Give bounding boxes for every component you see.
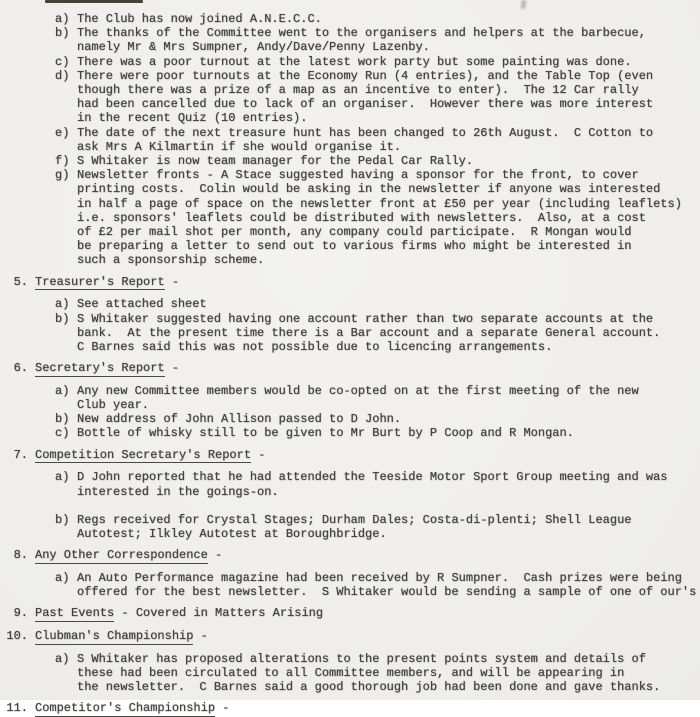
item-letter: b): [55, 412, 70, 427]
section-heading-suffix: -: [215, 701, 230, 716]
text-line: There were poor turnouts at the Economy Run (4 entries), and the Table Top (even: [77, 68, 654, 83]
text-line: S Whitaker has proposed alterations to the present points system and details of: [77, 651, 646, 666]
section-clubmans-championship: [0, 629, 700, 694]
section-number: 11.: [6, 701, 28, 716]
item-letter: c): [55, 426, 70, 441]
text-line: There was a poor turnout at the latest work party but some painting was done.: [77, 54, 632, 69]
item-letter: a): [55, 12, 70, 26]
item-text: [77, 55, 700, 69]
list-item: [55, 12, 700, 26]
section-heading-suffix: -: [164, 361, 180, 376]
section-number: 5.: [13, 274, 28, 289]
item-letter: b): [55, 311, 70, 326]
section-number: 8.: [13, 548, 28, 563]
section-heading: [35, 548, 222, 564]
item-letter: b): [55, 26, 70, 41]
item-text: [77, 571, 700, 599]
list-item: [55, 470, 700, 498]
list-item: [55, 652, 700, 695]
section-heading-title: Competition Secretary's Report: [35, 447, 252, 462]
text-line: ask Mrs A Kilmartin if she would organise it.: [77, 139, 402, 154]
list-item: [55, 513, 700, 541]
section-items: [0, 12, 700, 268]
section-heading-suffix: -: [251, 447, 266, 462]
section-heading-title: Clubman's Championship: [35, 629, 194, 644]
item-letter: g): [55, 168, 70, 183]
section-heading-suffix: -: [164, 274, 180, 289]
item-text: [77, 652, 700, 695]
list-item: [55, 426, 700, 440]
list-item: [55, 412, 700, 426]
item-letter: a): [55, 297, 70, 312]
section-items: [0, 652, 700, 695]
text-line: though there was a prize of a map as an incentive to enter). The 12 Car rally: [77, 83, 639, 98]
section-heading-row: [0, 448, 700, 464]
section-heading-row: [0, 275, 700, 291]
section-items: [0, 571, 700, 599]
text-line: Club year.: [77, 398, 150, 413]
section-heading-suffix: - Covered in Matters Arising: [114, 606, 324, 621]
section-heading: [35, 275, 179, 291]
item-text: [77, 312, 700, 355]
text-line: S Whitaker suggested having one account rather than two separate accounts at the: [77, 311, 654, 326]
section-heading: [35, 701, 229, 717]
section-items: [0, 470, 700, 541]
section-heading-row: [0, 361, 700, 377]
list-item: [55, 384, 700, 412]
list-item: [55, 26, 700, 54]
text-line: in the recent Quiz (10 entries).: [77, 111, 308, 126]
text-line: interested in the goings-on.: [77, 484, 279, 499]
section-heading: [35, 629, 208, 645]
list-item: [55, 69, 700, 126]
text-line: be preparing a letter to send out to various firms who might be interested in: [77, 239, 632, 254]
text-line: offered for the best newsletter. S Whitaker would be sending a sample of one of our's: [77, 585, 697, 600]
text-line: such a sponsorship scheme.: [77, 253, 265, 268]
text-line: An Auto Performance magazine had been received by R Sumpner. Cash prizes were being: [77, 570, 682, 585]
section-heading-title: Competitor's Championship: [35, 701, 216, 716]
item-letter: b): [55, 512, 70, 527]
item-text: [77, 426, 700, 440]
section-number: 6.: [13, 361, 28, 376]
item-text: [77, 470, 700, 498]
section-past-events: [0, 606, 700, 622]
item-text: [77, 513, 700, 541]
section-heading: [35, 606, 323, 622]
list-item: [55, 168, 700, 267]
item-letter: d): [55, 68, 70, 83]
section-matters-arising-continued: [0, 12, 700, 268]
section-secretarys-report: [0, 361, 700, 441]
section-number: 7.: [13, 447, 28, 462]
item-text: [77, 168, 700, 267]
text-line: S Whitaker is now team manager for the Pedal Car Rally.: [77, 154, 474, 169]
section-heading-row: [0, 629, 700, 645]
text-line: had been cancelled due to lack of an organiser. However there was more interest: [77, 97, 654, 112]
section-heading: [35, 448, 265, 464]
list-item: [55, 126, 700, 154]
text-line: The thanks of the Committee went to the organisers and helpers at the barbecue,: [77, 26, 646, 41]
item-letter: a): [55, 651, 70, 666]
list-item: [55, 55, 700, 69]
section-any-other-correspondence: [0, 548, 700, 599]
item-letter: f): [55, 154, 70, 169]
item-text: [77, 154, 700, 168]
text-line: i.e. sponsors' leaflets could be distributed with newsletters. Also, at a cost: [77, 210, 646, 225]
list-item: [55, 154, 700, 168]
section-heading-title: Treasurer's Report: [35, 274, 165, 289]
text-line: Regs received for Crystal Stages; Durham Dales; Costa-di-plenti; Shell League: [77, 512, 632, 527]
list-item: [55, 571, 700, 599]
text-line: printing costs. Colin would be asking in the newsletter if anyone was interested: [77, 182, 661, 197]
text-line: The date of the next treasure hunt has been changed to 26th August. C Cotton to: [77, 125, 654, 140]
list-item: [55, 297, 700, 311]
item-text: [77, 297, 700, 311]
section-heading-title: Past Events: [35, 606, 115, 621]
item-letter: a): [55, 383, 70, 398]
item-letter: c): [55, 54, 70, 69]
item-text: [77, 126, 700, 154]
section-treasurers-report: [0, 275, 700, 355]
item-text: [77, 69, 700, 126]
item-letter: a): [55, 570, 70, 585]
text-line: namely Mr & Mrs Sumpner, Andy/Dave/Penny Lazenby.: [77, 40, 430, 55]
text-line: of £2 per mail shot per month, any company could participate. R Mongan would: [77, 225, 632, 240]
section-number: 10.: [6, 629, 28, 644]
text-line: the newsletter. C Barnes said a good thorough job had been done and gave thanks.: [77, 680, 661, 695]
section-heading-suffix: -: [207, 548, 223, 563]
section-heading-suffix: -: [193, 629, 208, 644]
section-heading-row: [0, 548, 700, 564]
section-competition-secretarys-report: [0, 448, 700, 542]
section-competitors-championship: [0, 701, 700, 717]
section-heading-title: Secretary's Report: [35, 361, 165, 376]
text-line: in half a page of space on the newsletter front at £50 per year (including leaflets): [77, 196, 682, 211]
text-line: D John reported that he had attended the Teeside Motor Sport Group meeting and was: [77, 470, 668, 485]
text-line: bank. At the present time there is a Bar account and a separate General account.: [77, 325, 661, 340]
item-text: [77, 12, 700, 26]
section-items: [0, 384, 700, 441]
item-letter: e): [55, 125, 70, 140]
section-heading-row: [0, 701, 700, 717]
section-heading-title: Any Other Correspondence: [35, 548, 208, 563]
text-line: The Club has now joined A.N.E.C.C.: [77, 12, 322, 26]
cutoff-heading-underline: [45, 0, 143, 3]
item-text: [77, 26, 700, 54]
section-heading: [35, 361, 179, 377]
minutes-document: [0, 5, 700, 717]
section-heading-row: [0, 606, 700, 622]
list-item: [55, 312, 700, 355]
section-number: 9.: [13, 606, 28, 621]
text-line: See attached sheet: [77, 297, 207, 312]
item-letter: a): [55, 470, 70, 485]
text-line: New address of John Allison passed to D John.: [77, 412, 402, 427]
text-line: Bottle of whisky still to be given to Mr Burt by P Coop and R Mongan.: [77, 426, 574, 441]
text-line: Autotest; Ilkley Autotest at Boroughbridge.: [77, 527, 387, 541]
text-line: C Barnes said this was not possible due to licencing arrangements.: [77, 339, 553, 354]
text-line: Newsletter fronts - A Stace suggested having a sponsor for the front, to cover: [77, 168, 639, 183]
text-line: these had been circulated to all Committee members, and will be appearing in: [77, 665, 625, 680]
item-text: [77, 384, 700, 412]
item-text: [77, 412, 700, 426]
text-line: Any new Committee members would be co-opted on at the first meeting of the new: [77, 383, 639, 398]
section-items: [0, 297, 700, 354]
